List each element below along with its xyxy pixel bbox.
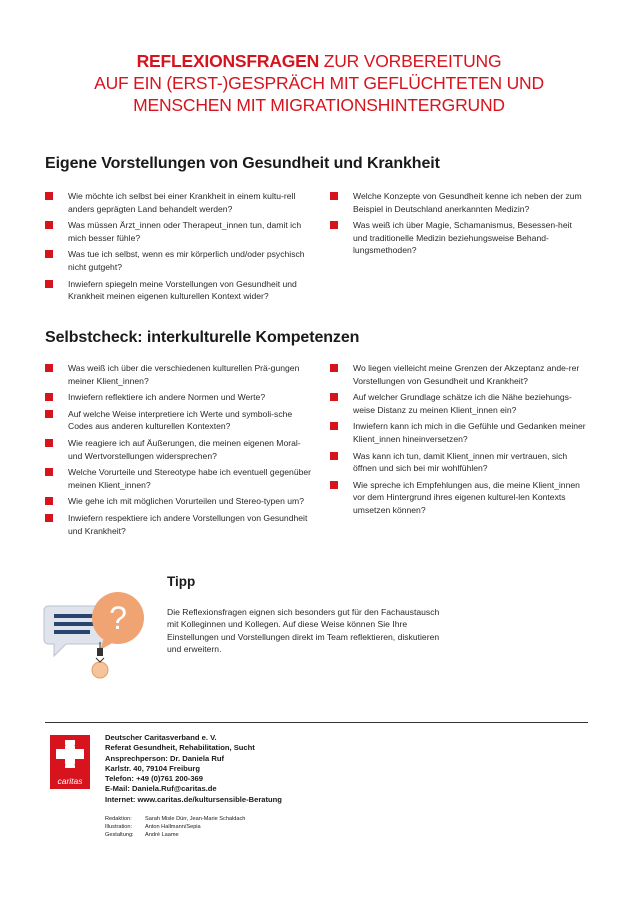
section2-left-list bbox=[45, 362, 313, 541]
contact-phone: Telefon: +49 (0)761 200-369 bbox=[105, 774, 203, 784]
list-item bbox=[45, 512, 313, 537]
list-item bbox=[330, 479, 588, 517]
svg-text:?: ? bbox=[109, 600, 127, 636]
credits-block bbox=[105, 815, 245, 839]
list-item bbox=[45, 391, 313, 404]
contact-person: Ansprechperson: Dr. Daniela Ruf bbox=[105, 753, 224, 763]
svg-text:caritas: caritas bbox=[57, 776, 83, 786]
list-item-text: Was tue ich selbst, wenn es mir körperlich und/oder psychisch nicht gutgeht? bbox=[68, 249, 305, 272]
list-item-text: Was müssen Ärzt_innen oder Therapeut_innen tun, damit ich mich besser fühle? bbox=[68, 220, 302, 243]
caritas-logo bbox=[50, 735, 90, 789]
contact-department: Referat Gesundheit, Rehabilitation, Sucht bbox=[105, 743, 255, 753]
list-item bbox=[330, 391, 588, 416]
bullet-square-icon bbox=[45, 439, 53, 447]
list-item-text: Was weiß ich über Magie, Schamanismus, Besessen-heit und traditionelle Medizin beziehungsweise Behand-lungsmethoden? bbox=[353, 220, 572, 256]
title-line-1: REFLEXIONSFRAGEN ZUR VORBEREITUNG bbox=[136, 51, 502, 71]
bullet-square-icon bbox=[330, 481, 338, 489]
list-item-text: Wie möchte ich selbst bei einer Krankheit in einem kultu-rell anders geprägten Land behandelt werden? bbox=[68, 191, 296, 214]
list-item bbox=[330, 362, 588, 387]
list-item bbox=[330, 219, 588, 257]
list-item bbox=[330, 420, 588, 445]
list-item-text: Was weiß ich über die verschiedenen kulturellen Prä-gungen meiner Klient_innen? bbox=[68, 363, 300, 386]
contact-block bbox=[105, 733, 282, 805]
list-item bbox=[45, 248, 313, 273]
list-item-text: Wie gehe ich mit möglichen Vorurteilen und Stereo-typen um? bbox=[68, 496, 304, 507]
list-item bbox=[45, 362, 313, 387]
list-item-text: Inwiefern reflektiere ich andere Normen und Werte? bbox=[68, 392, 266, 403]
contact-org: Deutscher Caritasverband e. V. bbox=[105, 733, 217, 742]
list-item-text: Welche Konzepte von Gesundheit kenne ich neben der zum Beispiel in Deutschland anerkannten Medizin? bbox=[353, 191, 582, 214]
title-line-3: MENSCHEN MIT MIGRATIONSHINTERGRUND bbox=[133, 95, 505, 115]
bullet-square-icon bbox=[45, 468, 53, 476]
tipp-heading: Tipp bbox=[167, 574, 196, 589]
bullet-square-icon bbox=[330, 192, 338, 200]
list-item-text: Inwiefern spiegeln meine Vorstellungen von Gesundheit und Krankheit meinen eigenen kulturellen Kontext wider? bbox=[68, 278, 297, 302]
list-item-text: Was kann ich tun, damit Klient_innen mir vertrauen, sich öffnen und sich bei mir wohlfühlen? bbox=[353, 450, 568, 474]
credit-row: Redaktion: Sarah Misle Dürr, Jean-Marie Schaldach bbox=[105, 816, 246, 822]
section2-right-list bbox=[330, 362, 588, 521]
section-heading-health: Eigene Vorstellungen von Gesundheit und Krankheit bbox=[45, 155, 440, 172]
list-item-text: Wo liegen vielleicht meine Grenzen der Akzeptanz ande-rer Vorstellungen von Gesundheit und Krankheit? bbox=[353, 363, 580, 386]
list-item-text: Welche Vorurteile und Stereotype habe ich eventuell gegenüber meinen Klient_innen? bbox=[68, 467, 312, 490]
list-item-text: Inwiefern respektiere ich andere Vorstellungen von Gesundheit und Krankheit? bbox=[68, 512, 308, 536]
list-item bbox=[45, 437, 313, 462]
bullet-square-icon bbox=[330, 393, 338, 401]
bullet-square-icon bbox=[45, 364, 53, 372]
bullet-square-icon bbox=[45, 514, 53, 522]
bullet-square-icon bbox=[45, 221, 53, 229]
footer-divider bbox=[45, 722, 588, 723]
bullet-square-icon bbox=[45, 280, 53, 288]
bullet-square-icon bbox=[45, 410, 53, 418]
list-item bbox=[45, 408, 313, 433]
bullet-square-icon bbox=[45, 393, 53, 401]
list-item bbox=[45, 190, 313, 215]
list-item-text: Inwiefern kann ich mich in die Gefühle und Gedanken meiner Klient_innen hineinversetzen? bbox=[353, 421, 586, 444]
bullet-square-icon bbox=[45, 250, 53, 258]
list-item-text: Auf welcher Grundlage schätze ich die Nähe beziehungs-weise Distanz zu meinen Klient_innen ein? bbox=[353, 392, 572, 415]
list-item-text: Wie spreche ich Empfehlungen aus, die meine Klient_innen vor dem Hintergrund ihres eigenen kulturel-len Kontexts umsetzen können? bbox=[353, 479, 580, 515]
list-item bbox=[45, 219, 313, 244]
list-item bbox=[45, 495, 313, 508]
list-item bbox=[45, 278, 313, 303]
bullet-square-icon bbox=[45, 192, 53, 200]
bullet-square-icon bbox=[45, 497, 53, 505]
title-line-2: AUF EIN (ERST-)GESPRÄCH MIT GEFLÜCHTETEN UND bbox=[94, 73, 544, 93]
section1-left-list bbox=[45, 190, 313, 307]
question-speech-bubbles-icon bbox=[42, 588, 154, 688]
section-heading-selfcheck: Selbstcheck: interkulturelle Kompetenzen bbox=[45, 329, 360, 346]
bullet-square-icon bbox=[330, 221, 338, 229]
bullet-square-icon bbox=[330, 452, 338, 460]
contact-address: Karlstr. 40, 79104 Freiburg bbox=[105, 763, 200, 773]
credit-row: Illustration: Anton Hallmann/Sepia bbox=[105, 824, 201, 830]
bullet-square-icon bbox=[330, 422, 338, 430]
contact-website[interactable]: Internet: www.caritas.de/kultursensible-Beratung bbox=[105, 794, 282, 804]
contact-email[interactable]: E-Mail: Daniela.Ruf@caritas.de bbox=[105, 784, 217, 794]
section1-right-list bbox=[330, 190, 588, 261]
list-item bbox=[330, 190, 588, 215]
list-item bbox=[330, 450, 588, 475]
tipp-text: Die Reflexionsfragen eignen sich besonders gut für den Fachaustausch mit Kolleginnen und Kollegen. Auf diese Weise können Sie Ihre Einstellungen und Vorstellungen direkt im Team reflektieren, diskutieren und erweitern. bbox=[167, 607, 440, 655]
bullet-square-icon bbox=[330, 364, 338, 372]
list-item-text: Auf welche Weise interpretiere ich Werte und symboli-sche Codes aus anderen kulturellen Kontexten? bbox=[68, 408, 293, 432]
list-item bbox=[45, 466, 313, 491]
credit-row: Gestaltung: André Laame bbox=[105, 832, 179, 838]
document-title bbox=[0, 50, 638, 116]
list-item-text: Wie reagiere ich auf Äußerungen, die meinen eigenen Moral- und Wertvorstellungen widersprechen? bbox=[68, 437, 301, 461]
